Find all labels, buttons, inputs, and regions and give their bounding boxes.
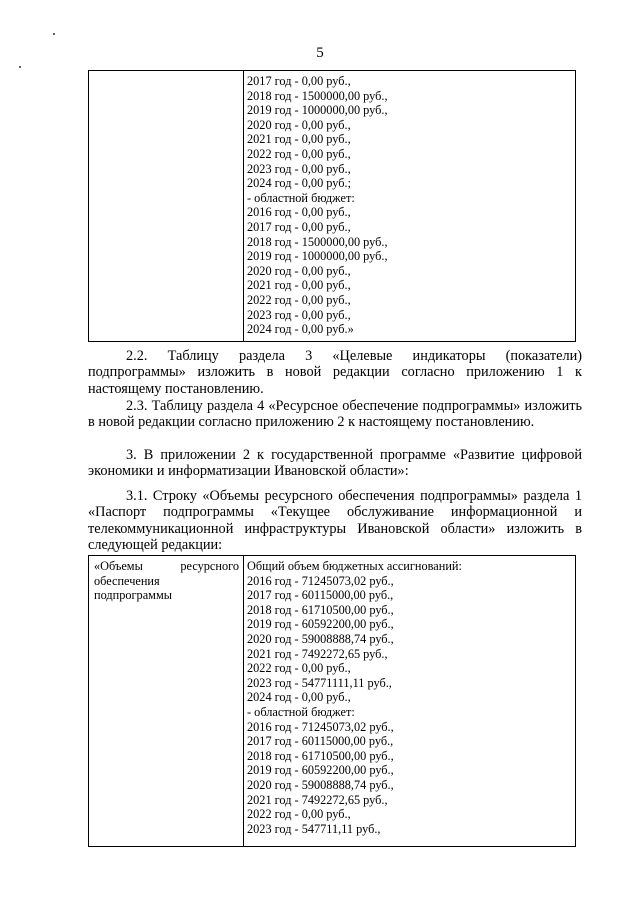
row-label-cell bbox=[94, 559, 239, 603]
paragraph-text: 3.1. Строку «Объемы ресурсного обеспечения подпрограммы» раздела 1 «Паспорт подпрограммы «Текущее обслуживание информационной и телекоммуникационной инфраструктуры Ивановской области» изложить в следующей редакции: bbox=[88, 488, 582, 554]
budget-line: 2021 год - 0,00 руб., bbox=[247, 132, 351, 147]
budget-line: 2019 год - 1000000,00 руб., bbox=[247, 249, 388, 264]
budget-line: 2018 год - 61710500,00 руб., bbox=[247, 602, 394, 617]
budget-line: 2020 год - 59008888,74 руб., bbox=[247, 777, 394, 792]
budget-line: 2024 год - 0,00 руб.» bbox=[247, 322, 354, 337]
budget-line: - областной бюджет: bbox=[247, 704, 355, 719]
budget-values-column bbox=[247, 559, 462, 836]
budget-line: 2022 год - 0,00 руб., bbox=[247, 292, 351, 307]
budget-line: 2022 год - 0,00 руб., bbox=[247, 146, 351, 161]
paragraph-text: 3. В приложении 2 к государственной программе «Развитие цифровой экономики и информатизации Ивановской области»: bbox=[88, 447, 582, 480]
budget-line: 2016 год - 71245073,02 руб., bbox=[247, 573, 394, 588]
budget-line: 2021 год - 7492272,65 руб., bbox=[247, 792, 388, 807]
budget-line: 2018 год - 61710500,00 руб., bbox=[247, 748, 394, 763]
scan-speck bbox=[53, 33, 55, 35]
budget-line: 2022 год - 0,00 руб., bbox=[247, 807, 351, 822]
budget-line: 2021 год - 0,00 руб., bbox=[247, 278, 351, 293]
budget-line: 2020 год - 0,00 руб., bbox=[247, 263, 351, 278]
budget-line: 2020 год - 0,00 руб., bbox=[247, 117, 351, 132]
paragraph-3-1 bbox=[88, 488, 582, 554]
scan-speck bbox=[19, 66, 21, 68]
budget-line: - областной бюджет: bbox=[247, 190, 355, 205]
row-label-word: «Объемы bbox=[94, 559, 143, 573]
row-label-line: подпрограммы bbox=[94, 588, 172, 603]
budget-line: 2024 год - 0,00 руб.; bbox=[247, 176, 352, 191]
paragraph-text: 2.2. Таблицу раздела 3 «Целевые индикаторы (показатели) подпрограммы» изложить в новой редакции согласно приложению 1 к настоящему постановлению. bbox=[88, 348, 582, 397]
budget-line: 2019 год - 60592200,00 руб., bbox=[247, 763, 394, 778]
budget-line: 2016 год - 0,00 руб., bbox=[247, 205, 351, 220]
column-divider bbox=[243, 556, 244, 846]
budget-line: Общий объем бюджетных ассигнований: bbox=[247, 559, 462, 573]
budget-line: 2019 год - 60592200,00 руб., bbox=[247, 617, 394, 632]
budget-line: 2017 год - 60115000,00 руб., bbox=[247, 588, 394, 603]
budget-line: 2018 год - 1500000,00 руб., bbox=[247, 234, 388, 249]
row-label-line: обеспечения bbox=[94, 573, 160, 588]
budget-line: 2021 год - 7492272,65 руб., bbox=[247, 646, 388, 661]
budget-line: 2022 год - 0,00 руб., bbox=[247, 661, 351, 676]
page-number: 5 bbox=[316, 45, 324, 61]
budget-line: 2023 год - 547711,11 руб., bbox=[247, 821, 381, 836]
budget-line: 2023 год - 54771111,11 руб., bbox=[247, 675, 392, 690]
paragraph-2-3 bbox=[88, 398, 582, 431]
budget-line: 2023 год - 0,00 руб., bbox=[247, 161, 351, 176]
funding-values-column bbox=[247, 74, 388, 337]
paragraph-text: 2.3. Таблицу раздела 4 «Ресурсное обеспечение подпрограммы» изложить в новой редакции согласно приложению 2 к настоящему постановлению. bbox=[88, 398, 582, 431]
budget-line: 2016 год - 71245073,02 руб., bbox=[247, 719, 394, 734]
budget-line: 2017 год - 60115000,00 руб., bbox=[247, 734, 394, 749]
budget-line: 2024 год - 0,00 руб., bbox=[247, 690, 351, 705]
paragraph-2-2 bbox=[88, 348, 582, 397]
budget-line: 2019 год - 1000000,00 руб., bbox=[247, 103, 388, 118]
budget-line: 2017 год - 0,00 руб., bbox=[247, 74, 351, 88]
funding-table-continuation bbox=[88, 70, 576, 342]
row-label-word: ресурсного bbox=[180, 559, 239, 573]
paragraph-3 bbox=[88, 447, 582, 480]
column-divider bbox=[243, 71, 244, 341]
budget-line: 2018 год - 1500000,00 руб., bbox=[247, 88, 388, 103]
budget-line: 2017 год - 0,00 руб., bbox=[247, 219, 351, 234]
budget-line: 2020 год - 59008888,74 руб., bbox=[247, 631, 394, 646]
budget-line: 2023 год - 0,00 руб., bbox=[247, 307, 351, 322]
resource-provision-table bbox=[88, 555, 576, 847]
